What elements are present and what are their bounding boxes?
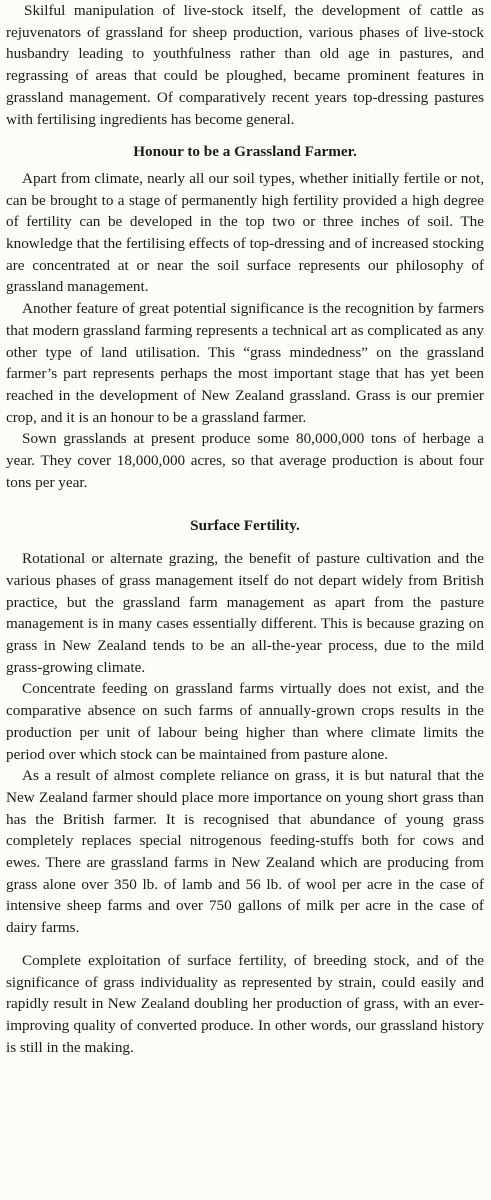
honour-paragraph-1: Apart from climate, nearly all our soil types, whether initially fertile or not, can be brought to a stage of permanently high fertility provided a high degree of fertility can be developed in the top two or three inches of soil. The knowledge that the fertilising effects of top-dressing and of increased stocking are concentrated at or near the soil surface represents our philosophy of grassland management. <box>6 169 484 296</box>
intro-paragraph-1: Skilful manipulation of live-stock itself, the development of cattle as rejuvenators of grassland for sheep production, various phases of live-stock husbandry leading to youthfulness rather than old age in pastures, and regrassing of areas that could be ploughed, became prominent features in grassland management. Of comparatively recent years top-dressing pastures with fertilising ingredients has become general. <box>6 2 484 128</box>
honour-paragraph-3: Sown grasslands at present produce some 80,000,000 tons of herbage a year. They cover 18,000,000 acres, so that average production is about four tons per year. <box>6 430 484 491</box>
spacer <box>6 493 484 515</box>
honour-paragraph-2: Another feature of great potential significance is the recognition by farmers that modern grassland farming represents a technical art as complicated as any other type of land utilisation. This “grass mindedness” on the grassland farmer’s part represents perhaps the most important stage that has yet been reached in the development of New Zealand grassland. Grass is our premier crop, and it is an honour to be a grassland farmer. <box>6 300 484 426</box>
spacer <box>6 939 484 950</box>
section-heading-surface-fertility: Surface Fertility. <box>190 517 300 535</box>
spacer <box>6 130 484 141</box>
surface-paragraph-3: As a result of almost complete reliance on grass, it is but natural that the New Zealand farmer should place more importance on young short grass than has the British farmer. It is recognised that abundance of young grass completely replaces special nitrogenous feeding-stuffs both for cows and ewes. There are grassland farms in New Zealand which are producing from grass alone over 350 lb. of lamb and 56 lb. of wool per acre in the case of intensive sheep farms and over 750 gallons of milk per acre in the case of dairy farms. <box>6 767 484 937</box>
spacer <box>6 537 484 548</box>
surface-paragraph-1: Rotational or alternate grazing, the benefit of pasture cultivation and the various phases of grass management itself do not depart widely from British practice, but the grassland farm management as apart from the pasture management is in many cases essentially different. This is because grazing on grass in New Zealand tends to be an all-the-year process, due to the mild grass-growing climate. <box>6 550 484 676</box>
section-heading-honour: Honour to be a Grassland Farmer. <box>133 143 357 161</box>
surface-paragraph-2: Concentrate feeding on grassland farms virtually does not exist, and the comparative absence on such farms of annually-grown crops results in the production per unit of labour being higher than where climate limits the period over which stock can be maintained from pasture alone. <box>6 680 484 763</box>
surface-paragraph-4: Complete exploitation of surface fertility, of breeding stock, and of the significance of grass individuality as represented by strain, could easily and rapidly result in New Zealand doubling her production of grass, with an ever-improving quality of converted produce. In other words, our grassland history is still in the making. <box>6 951 484 1056</box>
